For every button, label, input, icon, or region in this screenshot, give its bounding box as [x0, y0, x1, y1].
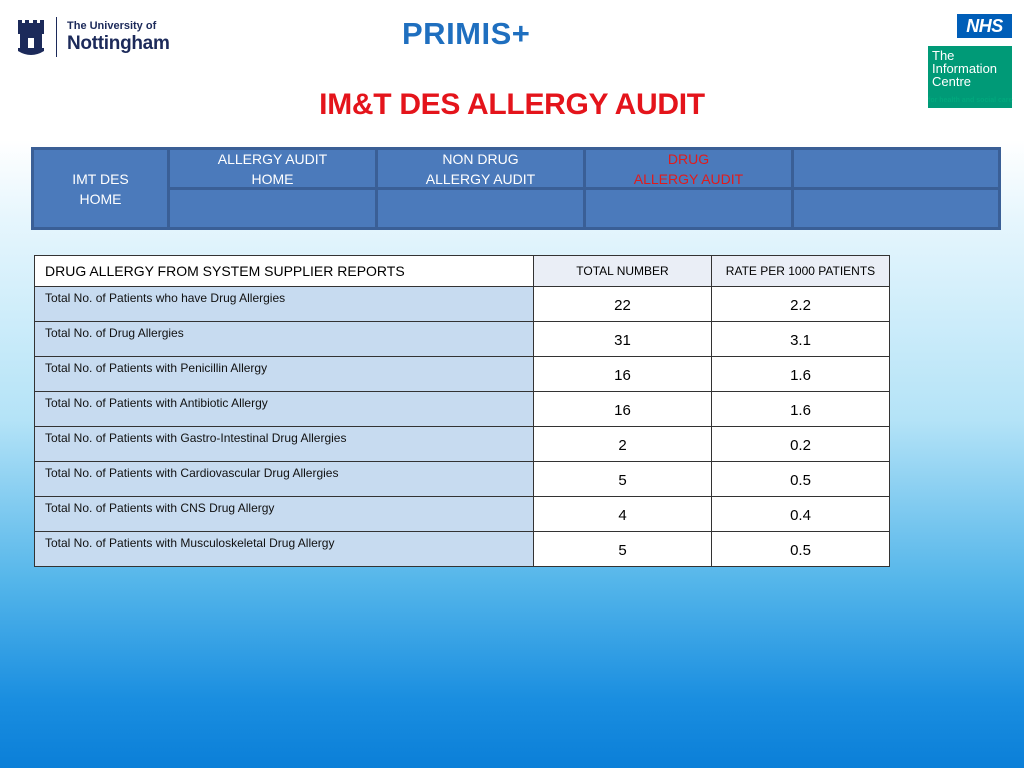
university-name-small: The University of	[67, 20, 157, 32]
ic-line-1: The	[932, 48, 955, 63]
nav-empty-slot-2[interactable]	[170, 190, 375, 227]
row-total: 16	[534, 357, 712, 392]
row-rate: 0.5	[712, 462, 890, 497]
column-header-total-number: TOTAL NUMBER	[534, 256, 712, 287]
row-label: Total No. of Patients with Musculoskeletal Drug Allergy	[35, 532, 534, 567]
row-total: 2	[534, 427, 712, 462]
table-header-row	[35, 256, 890, 287]
row-total: 16	[534, 392, 712, 427]
nhs-logo: NHS	[957, 14, 1012, 38]
logo-divider	[56, 17, 57, 57]
row-rate: 2.2	[712, 287, 890, 322]
table-row	[35, 287, 890, 322]
row-rate: 1.6	[712, 392, 890, 427]
table-title: DRUG ALLERGY FROM SYSTEM SUPPLIER REPORTS	[35, 256, 534, 287]
row-label: Total No. of Patients with Cardiovascular Drug Allergies	[35, 462, 534, 497]
ic-line-2: Information	[932, 61, 998, 76]
table-row	[35, 497, 890, 532]
row-rate: 0.2	[712, 427, 890, 462]
row-total: 5	[534, 532, 712, 567]
column-header-rate: RATE PER 1000 PATIENTS	[712, 256, 890, 287]
ic-line-3: Centre	[932, 74, 972, 89]
row-label: Total No. of Patients who have Drug Allergies	[35, 287, 534, 322]
row-label: Total No. of Drug Allergies	[35, 322, 534, 357]
table-row	[35, 532, 890, 567]
nav-label-line-2: ALLERGY AUDIT	[425, 170, 536, 187]
drug-allergy-table	[34, 255, 890, 567]
row-rate: 1.6	[712, 357, 890, 392]
university-of-nottingham-logo	[16, 16, 170, 58]
nav-label-line-1: NON DRUG	[442, 150, 519, 167]
table-row	[35, 462, 890, 497]
nav-empty-slot-1[interactable]	[794, 150, 998, 187]
nav-label-line-2: ALLERGY AUDIT	[633, 170, 744, 187]
nav-drug-allergy-audit[interactable]	[586, 150, 791, 187]
table-row	[35, 392, 890, 427]
nav-label-line-1: DRUG	[667, 150, 710, 167]
row-rate: 0.5	[712, 532, 890, 567]
nav-empty-slot-3[interactable]	[378, 190, 583, 227]
nav-empty-slot-5[interactable]	[794, 190, 998, 227]
nav-label-line-1: IMT DES	[72, 170, 129, 187]
row-label: Total No. of Patients with Antibiotic Allergy	[35, 392, 534, 427]
castle-crest-icon	[16, 16, 46, 58]
nav-label-line-2: HOME	[79, 190, 122, 207]
row-rate: 0.4	[712, 497, 890, 532]
university-name	[67, 21, 170, 53]
page-title: IM&T DES ALLERGY AUDIT	[319, 88, 705, 121]
nav-label-line-2: HOME	[251, 170, 294, 187]
nav-label-line-1: ALLERGY AUDIT	[217, 150, 328, 167]
row-label: Total No. of Patients with Gastro-Intestinal Drug Allergies	[35, 427, 534, 462]
table-row	[35, 427, 890, 462]
ic-tagline: for health and social care	[928, 97, 1013, 104]
row-total: 22	[534, 287, 712, 322]
nav-empty-slot-4[interactable]	[586, 190, 791, 227]
row-rate: 3.1	[712, 322, 890, 357]
row-label: Total No. of Patients with Penicillin Allergy	[35, 357, 534, 392]
table-row	[35, 322, 890, 357]
nav-non-drug-allergy-audit[interactable]	[378, 150, 583, 187]
row-total: 5	[534, 462, 712, 497]
navigation-grid	[31, 147, 1001, 230]
row-label: Total No. of Patients with CNS Drug Allergy	[35, 497, 534, 532]
row-total: 31	[534, 322, 712, 357]
nav-imt-des-home[interactable]	[34, 150, 167, 227]
row-total: 4	[534, 497, 712, 532]
nav-allergy-audit-home[interactable]	[170, 150, 375, 187]
table-row	[35, 357, 890, 392]
university-name-big: Nottingham	[67, 33, 170, 54]
primis-logo: PRIMIS+	[402, 16, 531, 51]
